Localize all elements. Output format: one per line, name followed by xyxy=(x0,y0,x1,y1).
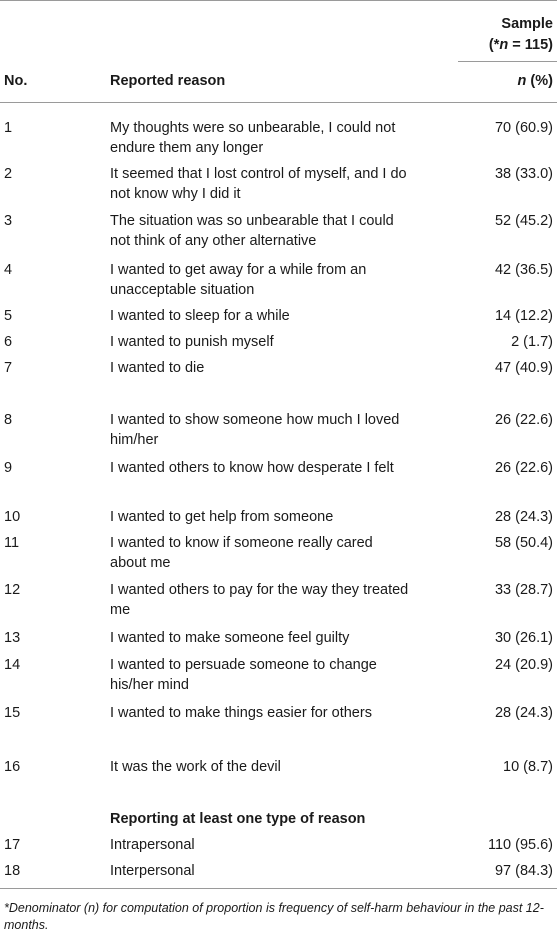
row-reason: I wanted to persuade someone to change his/her mind xyxy=(110,657,377,693)
row-number: 9 xyxy=(4,460,13,476)
row-value: 47 (40.9) xyxy=(494,360,553,376)
row-number: 12 xyxy=(4,582,21,598)
row-value: 110 (95.6) xyxy=(487,837,553,853)
row-number: 14 xyxy=(4,657,21,673)
row-value: 33 (28.7) xyxy=(494,582,553,598)
top-rule xyxy=(0,0,557,1)
row-value: 52 (45.2) xyxy=(494,213,553,229)
column-header-reason: Reported reason xyxy=(110,73,226,89)
row-number: 7 xyxy=(4,360,13,376)
row-reason: The situation was so unbearable that I could not think of any other alternative xyxy=(110,213,394,249)
row-number: 10 xyxy=(4,509,21,525)
column-header-no: No. xyxy=(4,73,28,89)
row-number: 13 xyxy=(4,630,21,646)
row-number: 4 xyxy=(4,262,13,278)
sample-column-header xyxy=(489,14,553,56)
row-reason: My thoughts were so unbearable, I could not endure them any longer xyxy=(110,120,396,156)
row-reason: I wanted to show someone how much I loved him/her xyxy=(110,412,400,448)
row-value: 28 (24.3) xyxy=(494,509,553,525)
row-number: 17 xyxy=(4,837,21,853)
row-number: 1 xyxy=(4,120,13,136)
row-value: 38 (33.0) xyxy=(494,166,553,182)
row-number: 2 xyxy=(4,166,13,182)
row-number: 11 xyxy=(4,535,20,551)
row-value: 10 (8.7) xyxy=(503,759,553,775)
row-reason: Intrapersonal xyxy=(110,837,195,853)
row-value: 26 (22.6) xyxy=(494,412,553,428)
row-value: 24 (20.9) xyxy=(494,657,553,673)
row-number: 16 xyxy=(4,759,21,775)
row-reason: It seemed that I lost control of myself, and I do not know why I did it xyxy=(110,166,407,202)
row-value: 42 (36.5) xyxy=(494,262,553,278)
row-reason: I wanted to sleep for a while xyxy=(110,308,290,324)
row-number: 18 xyxy=(4,863,21,879)
row-number: 15 xyxy=(4,705,21,721)
row-reason: I wanted to know if someone really cared about me xyxy=(110,535,373,571)
row-reason: I wanted others to pay for the way they treated me xyxy=(110,582,409,618)
row-reason: I wanted to make things easier for others xyxy=(110,705,372,721)
row-value: 30 (26.1) xyxy=(494,630,553,646)
row-value: 70 (60.9) xyxy=(494,120,553,136)
header-rule xyxy=(0,102,557,103)
sample-size-label: (*n = 115) xyxy=(488,37,553,53)
row-reason: I wanted to get help from someone xyxy=(110,509,334,525)
column-header-value: n (%) xyxy=(517,73,553,89)
row-value: 26 (22.6) xyxy=(494,460,553,476)
bottom-rule xyxy=(0,888,557,889)
table-footnote: *Denominator (n) for computation of proportion is frequency of self-harm behaviour in the past 12-months. xyxy=(4,901,544,932)
row-value: 2 (1.7) xyxy=(511,334,553,350)
row-reason: It was the work of the devil xyxy=(110,759,281,775)
row-number: 5 xyxy=(4,308,13,324)
row-reason: I wanted others to know how desperate I felt xyxy=(110,460,394,476)
row-number: 3 xyxy=(4,213,13,229)
sample-subrule xyxy=(458,61,557,62)
row-reason: I wanted to die xyxy=(110,360,205,376)
row-reason: I wanted to get away for a while from an unacceptable situation xyxy=(110,262,367,298)
row-value: 28 (24.3) xyxy=(494,705,553,721)
row-number: 6 xyxy=(4,334,13,350)
row-number: 8 xyxy=(4,412,13,428)
row-value: 58 (50.4) xyxy=(494,535,553,551)
row-reason: I wanted to punish myself xyxy=(110,334,274,350)
row-reason: Interpersonal xyxy=(110,863,195,879)
row-reason: I wanted to make someone feel guilty xyxy=(110,630,350,646)
row-value: 97 (84.3) xyxy=(494,863,553,879)
row-value: 14 (12.2) xyxy=(494,308,553,324)
sample-label: Sample xyxy=(501,16,553,32)
section-heading: Reporting at least one type of reason xyxy=(110,811,366,827)
